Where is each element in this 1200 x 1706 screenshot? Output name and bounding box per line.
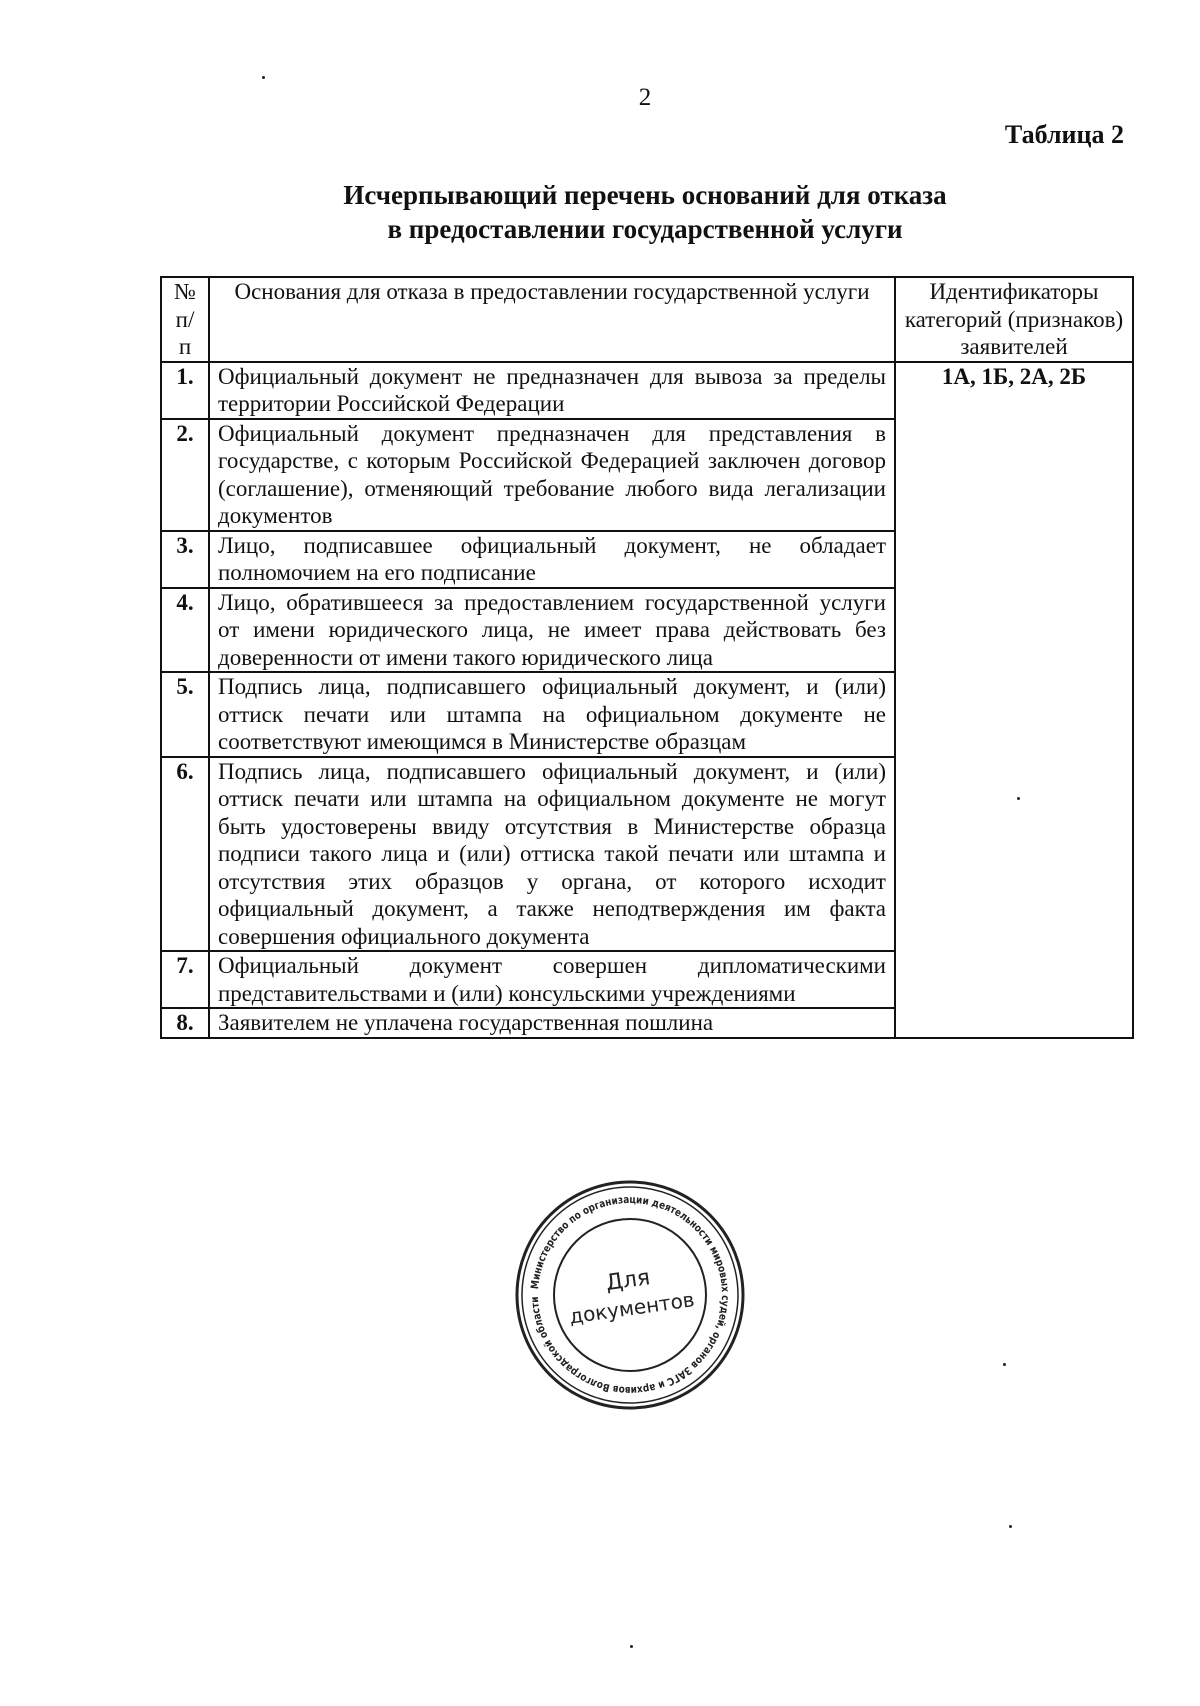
row-reason: Официальный документ предназначен для представления в государстве, с которым Российской Федерацией заключен договор (соглашение), отменяющий требование любого вида легализации документов — [209, 419, 895, 531]
row-number: 1. — [161, 362, 209, 419]
document-title — [0, 178, 1200, 246]
row-reason: Подпись лица, подписавшего официальный документ, и (или) оттиск печати или штампа на официальном документе не могут быть удостоверены ввиду отсутствия в Министерстве образца подписи такого лица и (или) оттиска такой печати или штампа и отсутствия этих образцов у органа, от которого исходит официальный документ, а также неподтверждения им факта совершения официального документа — [209, 757, 895, 952]
header-reason: Основания для отказа в предоставлении государственной услуги — [209, 277, 895, 362]
row-reason: Официальный документ не предназначен для вывоза за пределы территории Российской Федерации — [209, 362, 895, 419]
row-reason: Официальный документ совершен дипломатическими представительствами и (или) консульскими учреждениями — [209, 951, 895, 1008]
title-line-2: в предоставлении государственной услуги — [387, 214, 903, 244]
header-num: № п/п — [161, 277, 209, 362]
stamp-center-line-2: документов — [567, 1287, 696, 1329]
row-reason: Лицо, подписавшее официальный документ, не обладает полномочием на его подписание — [209, 531, 895, 588]
row-number: 4. — [161, 588, 209, 673]
scan-speck — [1003, 1363, 1006, 1366]
page-number: 2 — [638, 84, 652, 111]
stamp-ring-textpath: Министерство по организации деятельности мировых судей, органов ЗАГС и архивов Волгоградской области — [528, 1193, 732, 1397]
refusal-reasons-table — [160, 276, 1134, 1039]
title-line-1: Исчерпывающий перечень оснований для отказа — [343, 180, 947, 210]
official-stamp — [510, 1175, 750, 1415]
row-number: 3. — [161, 531, 209, 588]
table-row — [161, 362, 1133, 419]
row-number: 6. — [161, 757, 209, 952]
stamp-graphic — [510, 1175, 750, 1415]
scan-speck — [1017, 797, 1020, 800]
scan-speck — [262, 76, 265, 79]
applicant-identifiers: 1А, 1Б, 2А, 2Б — [895, 362, 1133, 1038]
row-number: 8. — [161, 1008, 209, 1038]
stamp-center-line-1: Для — [604, 1265, 652, 1297]
row-number: 2. — [161, 419, 209, 531]
scan-speck — [1009, 1525, 1012, 1528]
row-reason: Лицо, обратившееся за предоставлением государственной услуги от имени юридического лица, не имеет права действовать без доверенности от имени такого юридического лица — [209, 588, 895, 673]
row-reason: Заявителем не уплачена государственная пошлина — [209, 1008, 895, 1038]
table-label: Таблица 2 — [1004, 120, 1124, 149]
stamp-ring-text — [529, 1194, 731, 1396]
stamp-outer-ring — [517, 1182, 743, 1408]
row-number: 5. — [161, 672, 209, 757]
row-number: 7. — [161, 951, 209, 1008]
header-identifiers: Идентификаторы категорий (признаков) заявителей — [895, 277, 1133, 362]
scan-speck — [630, 1645, 633, 1648]
row-reason: Подпись лица, подписавшего официальный документ, и (или) оттиск печати или штампа на официальном документе не соответствуют имеющимся в Министерстве образцам — [209, 672, 895, 757]
table-header-row — [161, 277, 1133, 362]
